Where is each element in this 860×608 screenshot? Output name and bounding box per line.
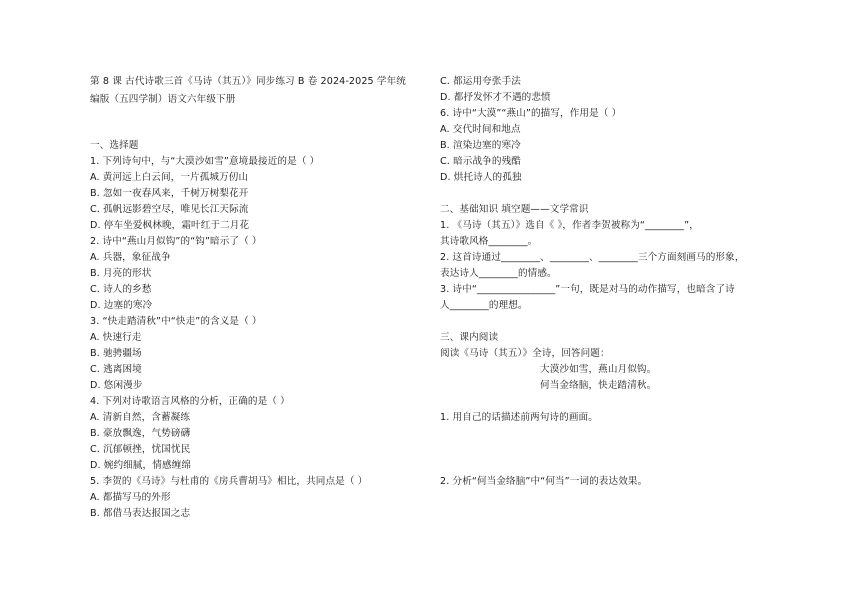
question-5-option-d: D. 都抒发怀才不遇的悲愤 — [440, 92, 551, 103]
question-5-option-a: A. 都描写马的外形 — [90, 492, 171, 503]
question-2-option-b: B. 月亮的形状 — [90, 268, 152, 279]
question-2-stem: 2. 诗中“燕山月似钩”的“钩”暗示了（ ） — [90, 236, 262, 247]
question-3-option-d: D. 悠闲漫步 — [90, 380, 143, 391]
fill-question-2-line-1: 2. 这首诗通过________、________、________三个方面刻画马的形象， — [440, 252, 745, 263]
section-1-heading: 一、选择题 — [90, 140, 139, 151]
reading-question-2: 2. 分析“何当金络脑”中“何当”一词的表达效果。 — [440, 476, 648, 487]
fill-question-1-line-1: 1. 《马诗（其五）》选自《 》，作者李贺被称为“________”， — [440, 220, 699, 231]
question-1-option-c: C. 孤帆远影碧空尽，唯见长江天际流 — [90, 204, 249, 215]
question-6-option-c: C. 暗示战争的残酷 — [440, 156, 521, 167]
fill-question-3-line-2: 人________的理想。 — [440, 300, 528, 311]
reading-intro: 阅读《马诗（其五）》全诗，回答问题： — [440, 348, 610, 359]
question-5-stem: 5. 李贺的《马诗》与杜甫的《房兵曹胡马》相比，共同点是（ ） — [90, 476, 368, 487]
question-4-option-a: A. 清新自然，含蓄凝练 — [90, 412, 191, 423]
question-6-option-b: B. 渲染边塞的寒冷 — [440, 140, 521, 151]
document-title-line-2: 编版（五四学制）语文六年级下册 — [90, 94, 236, 105]
question-6-option-d: D. 烘托诗人的孤独 — [440, 172, 522, 183]
question-1-option-d: D. 停车坐爱枫林晚，霜叶红于二月花 — [90, 220, 250, 231]
section-2-heading: 二、基础知识 填空题——文学常识 — [440, 204, 589, 215]
question-3-option-b: B. 驰骋疆场 — [90, 348, 142, 359]
question-3-option-c: C. 逃离困境 — [90, 364, 142, 375]
fill-question-2-line-2: 表达诗人________的情感。 — [440, 268, 557, 279]
question-2-option-c: C. 诗人的乡愁 — [90, 284, 152, 295]
section-3-heading: 三、课内阅读 — [440, 332, 499, 343]
question-4-stem: 4. 下列对诗歌语言风格的分析，正确的是（ ） — [90, 396, 290, 407]
question-5-option-b: B. 都借马表达报国之志 — [90, 508, 191, 519]
question-5-option-c: C. 都运用夸张手法 — [440, 76, 521, 87]
question-1-option-a: A. 黄河远上白云间，一片孤城万仞山 — [90, 172, 249, 183]
question-4-option-b: B. 豪放飘逸，气势磅礴 — [90, 428, 191, 439]
document-title-line-1: 第 8 课 古代诗歌三首《马诗（其五）》同步练习 B 卷 2024-2025 学年统 — [90, 76, 406, 87]
fill-question-3-line-1: 3. 诗中“________________”一句，既是对马的动作描写，也暗含了诗 — [440, 284, 735, 295]
question-1-option-b: B. 忽如一夜春风来，千树万树梨花开 — [90, 188, 249, 199]
poem-line-1: 大漠沙如雪，燕山月似钩。 — [540, 364, 657, 375]
question-1-stem: 1. 下列诗句中，与“大漠沙如雪”意境最接近的是（ ） — [90, 156, 320, 167]
question-6-option-a: A. 交代时间和地点 — [440, 124, 521, 135]
reading-question-1: 1. 用自己的话描述前两句诗的画面。 — [440, 412, 598, 423]
question-2-option-d: D. 边塞的寒冷 — [90, 300, 153, 311]
question-4-option-d: D. 婉约细腻，情感缠绵 — [90, 460, 192, 471]
question-4-option-c: C. 沉郁顿挫，忧国忧民 — [90, 444, 191, 455]
fill-question-1-line-2: 其诗歌风格________。 — [440, 236, 538, 247]
poem-line-2: 何当金络脑，快走踏清秋。 — [540, 380, 657, 391]
question-3-stem: 3. “快走踏清秋”中“快走”的含义是（ ） — [90, 316, 262, 327]
question-6-stem: 6. 诗中“大漠”“燕山”的描写，作用是（ ） — [440, 108, 622, 119]
question-2-option-a: A. 兵器，象征战争 — [90, 252, 171, 263]
question-3-option-a: A. 快速行走 — [90, 332, 142, 343]
